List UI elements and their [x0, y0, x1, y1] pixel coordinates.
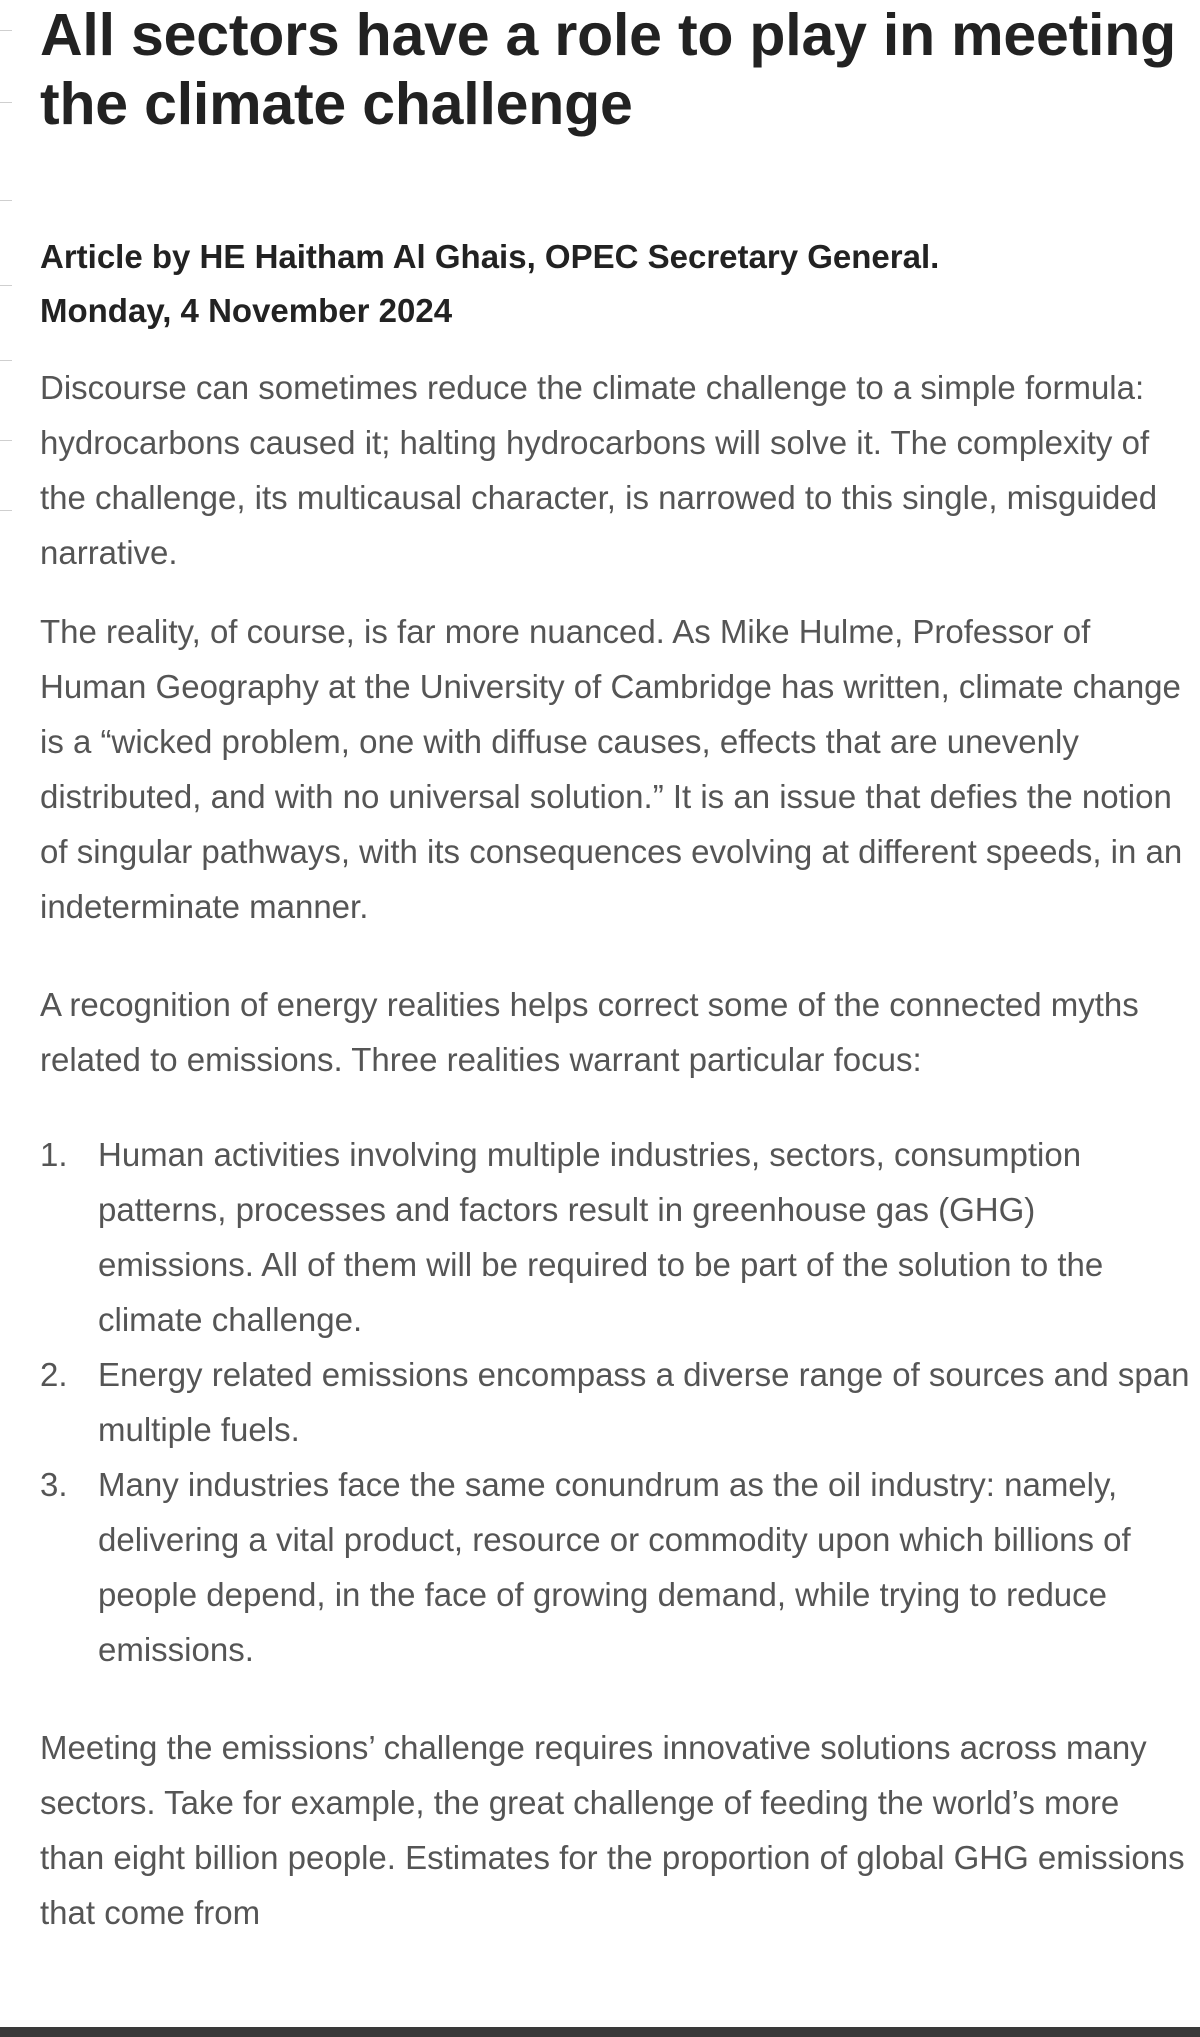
realities-list	[40, 1127, 1190, 1677]
article	[40, 0, 1190, 1940]
list-text: Many industries face the same conundrum as the oil industry: namely, delivering a vital product, resource or commodity upon which billions of people depend, in the face of growing demand, while trying to reduce emissions.	[98, 1466, 1131, 1668]
article-paragraph: A recognition of energy realities helps correct some of the connected myths related to emissions. Three realities warrant particular focus:	[40, 986, 1139, 1078]
author-line: Article by HE Haitham Al Ghais, OPEC Secretary General.	[40, 238, 940, 275]
list-item	[40, 1127, 1190, 1347]
gutter-mark	[0, 102, 12, 103]
list-number: 2.	[40, 1356, 68, 1393]
publish-date: Monday, 4 November 2024	[40, 292, 453, 329]
list-number: 3.	[40, 1466, 68, 1503]
list-item	[40, 1457, 1190, 1677]
list-text: Energy related emissions encompass a diverse range of sources and span multiple fuels.	[98, 1356, 1190, 1448]
article-paragraph: Meeting the emissions’ challenge requires innovative solutions across many sectors. Take for example, the great challenge of feeding the world’s more than eight billion people. Estimates for the proportion of global GHG emissions that come from	[40, 1729, 1185, 1931]
gutter-mark	[0, 30, 12, 31]
article-byline	[40, 230, 1190, 338]
list-number: 1.	[40, 1136, 68, 1173]
article-paragraph: The reality, of course, is far more nuanced. As Mike Hulme, Professor of Human Geography at the University of Cambridge has written, climate change is a “wicked problem, one with diffuse causes, effects that are unevenly distributed, and with no universal solution.” It is an issue that defies the notion of singular pathways, with its consequences evolving at different speeds, in an indeterminate manner.	[40, 613, 1183, 925]
gutter-mark	[0, 360, 12, 361]
bottom-bar	[0, 2027, 1200, 2037]
list-item	[40, 1347, 1190, 1457]
gutter-mark	[0, 285, 12, 286]
gutter-mark	[0, 510, 12, 511]
gutter-mark	[0, 440, 12, 441]
list-text: Human activities involving multiple industries, sectors, consumption patterns, processes and factors result in greenhouse gas (GHG) emissions. All of them will be required to be part of the solution to the climate challenge.	[98, 1136, 1104, 1338]
article-paragraph: Discourse can sometimes reduce the climate challenge to a simple formula: hydrocarbons caused it; halting hydrocarbons will solve it. The complexity of the challenge, its multicausal character, is narrowed to this single, misguided narrative.	[40, 369, 1158, 571]
gutter-mark	[0, 200, 12, 201]
article-title: All sectors have a role to play in meeting the climate challenge	[40, 2, 1176, 137]
